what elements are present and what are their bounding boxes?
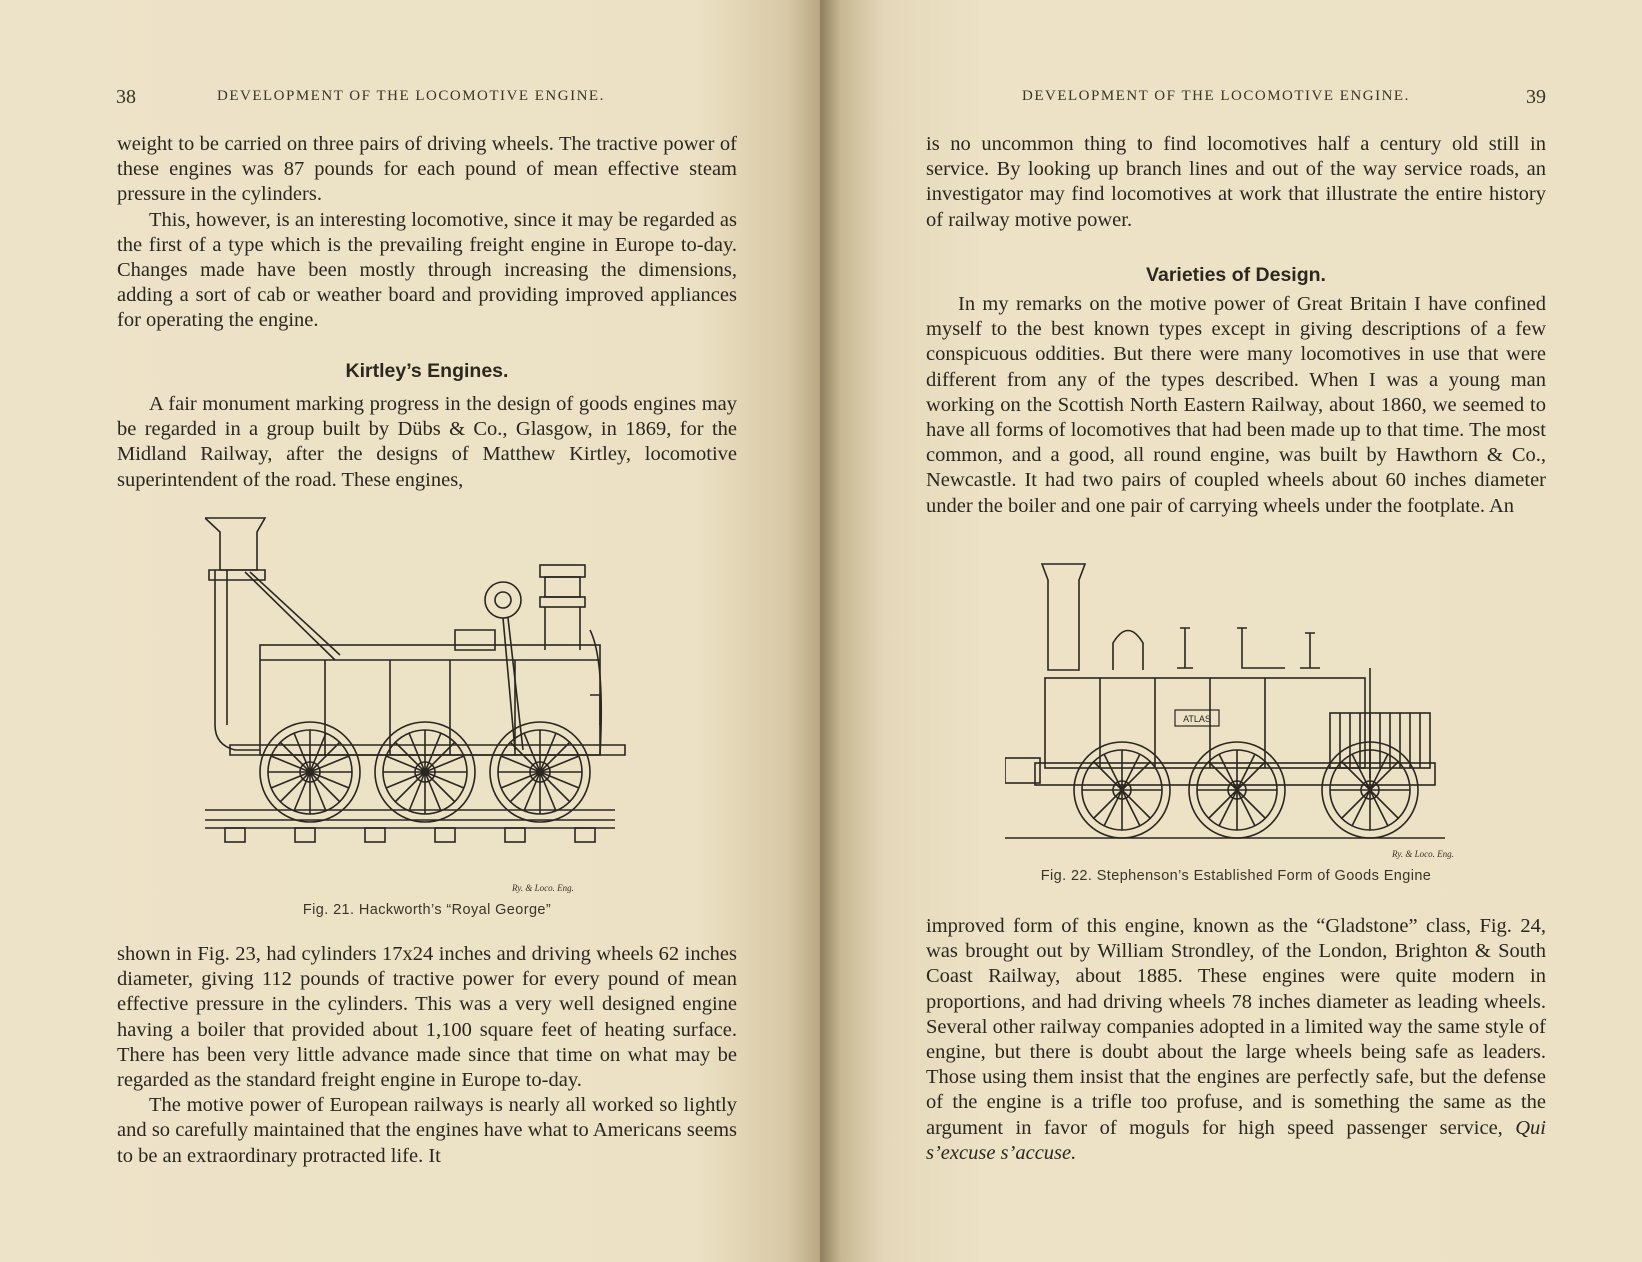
paragraph: In my remarks on the motive power of Great Britain I have confined myself to the best known types except in giving descriptions of a few conspicuous oddities. But there were many locomotives in use that were different from any of the types described. When I was a young man working on the Scottish North Eastern Railway, about 1860, we seemed to have all forms of locomotives that had been made up to that time. The most common, and a good, all round engine, was built by Hawthorn & Co., Newcastle. It had two pairs of coupled wheels about 60 inches diameter under the boiler and one pair of carrying wheels under the footplate. An xyxy=(926,293,1546,517)
locomotive-figure-22 xyxy=(1005,558,1465,858)
page-number: 38 xyxy=(116,86,136,108)
running-head: DEVELOPMENT OF THE LOCOMOTIVE ENGINE. xyxy=(1022,88,1410,104)
nameplate-label: ATLAS xyxy=(1183,714,1211,724)
body-text-bottom xyxy=(926,914,1546,1166)
page-number: 39 xyxy=(1526,86,1546,108)
paragraph xyxy=(926,914,1546,1166)
paragraph: shown in Fig. 23, had cylinders 17x24 inches and driving wheels 62 inches diameter, giving 112 pounds of tractive power for every pound of mean effective pressure in the cylinders. This was a very well designed engine having a boiler that provided about 1,100 square feet of heating surface. There has been very little advance made since that time on what may be regarded as the standard freight engine in Europe to-day. xyxy=(117,943,737,1092)
figure-credit: Ry. & Loco. Eng. xyxy=(1392,849,1454,859)
figure-caption: Fig. 21. Hackworth’s “Royal George” xyxy=(302,902,552,918)
figure-caption: Fig. 22. Stephenson’s Established Form of Goods Engine xyxy=(1040,868,1432,884)
paragraph: weight to be carried on three pairs of driving wheels. The tractive power of these engines was 87 pounds for each pound of mean effective steam pressure in the cylinders. xyxy=(117,133,737,206)
italic-phrase: Qui s’excuse s’accuse. xyxy=(926,1116,1546,1164)
left-page xyxy=(0,0,820,1262)
body-text-top xyxy=(117,132,737,334)
body-text-mid xyxy=(117,392,737,493)
section-heading: Kirtley’s Engines. xyxy=(345,360,509,382)
right-page xyxy=(820,0,1642,1262)
running-head: DEVELOPMENT OF THE LOCOMOTIVE ENGINE. xyxy=(217,88,605,104)
figure-credit: Ry. & Loco. Eng. xyxy=(512,883,574,893)
paragraph-text: improved form of this engine, known as the “Gladstone” class, Fig. 24, was brought out by William Strondley, of the London, Brighton & South Coast Railway, about 1885. These engines were quite modern in proportions, and had driving wheels 78 inches diameter as leading wheels. Several other railway companies adopted in a limited way the same style of engine, but there is doubt about the large wheels being safe as leaders. Those using them insist that the engines are perfectly safe, but the defense of the engine is a trifle too profuse, and is something the same as the argument in favor of moguls for high speed passenger service, xyxy=(926,915,1546,1139)
paragraph: A fair monument marking progress in the design of goods engines may be regarded in a group built by Dübs & Co., Glasgow, in 1869, for the Midland Railway, after the designs of Matthew Kirtley, locomotive superintendent of the road. These engines, xyxy=(117,393,737,491)
body-text-top xyxy=(926,132,1546,233)
paragraph: This, however, is an interesting locomotive, since it may be regarded as the first of a type which is the prevailing freight engine in Europe to-day. Changes made have been mostly through increasing the dimensions, adding a sort of cab or weather board and providing improved appliances for operating the engine. xyxy=(117,208,737,332)
paragraph: is no uncommon thing to find locomotives half a century old still in service. By looking up branch lines and out of the way service roads, an investigator may find locomotives at work that illustrate the entire history of railway motive power. xyxy=(926,133,1546,231)
body-text-mid xyxy=(926,292,1546,519)
paragraph: The motive power of European railways is nearly all worked so lightly and so carefully maintained that the engines have what to Americans seems to be an extraordinary protracted life. It xyxy=(117,1094,737,1167)
section-heading: Varieties of Design. xyxy=(1146,264,1326,286)
locomotive-figure-21 xyxy=(205,510,655,885)
body-text-bottom xyxy=(117,942,737,1169)
